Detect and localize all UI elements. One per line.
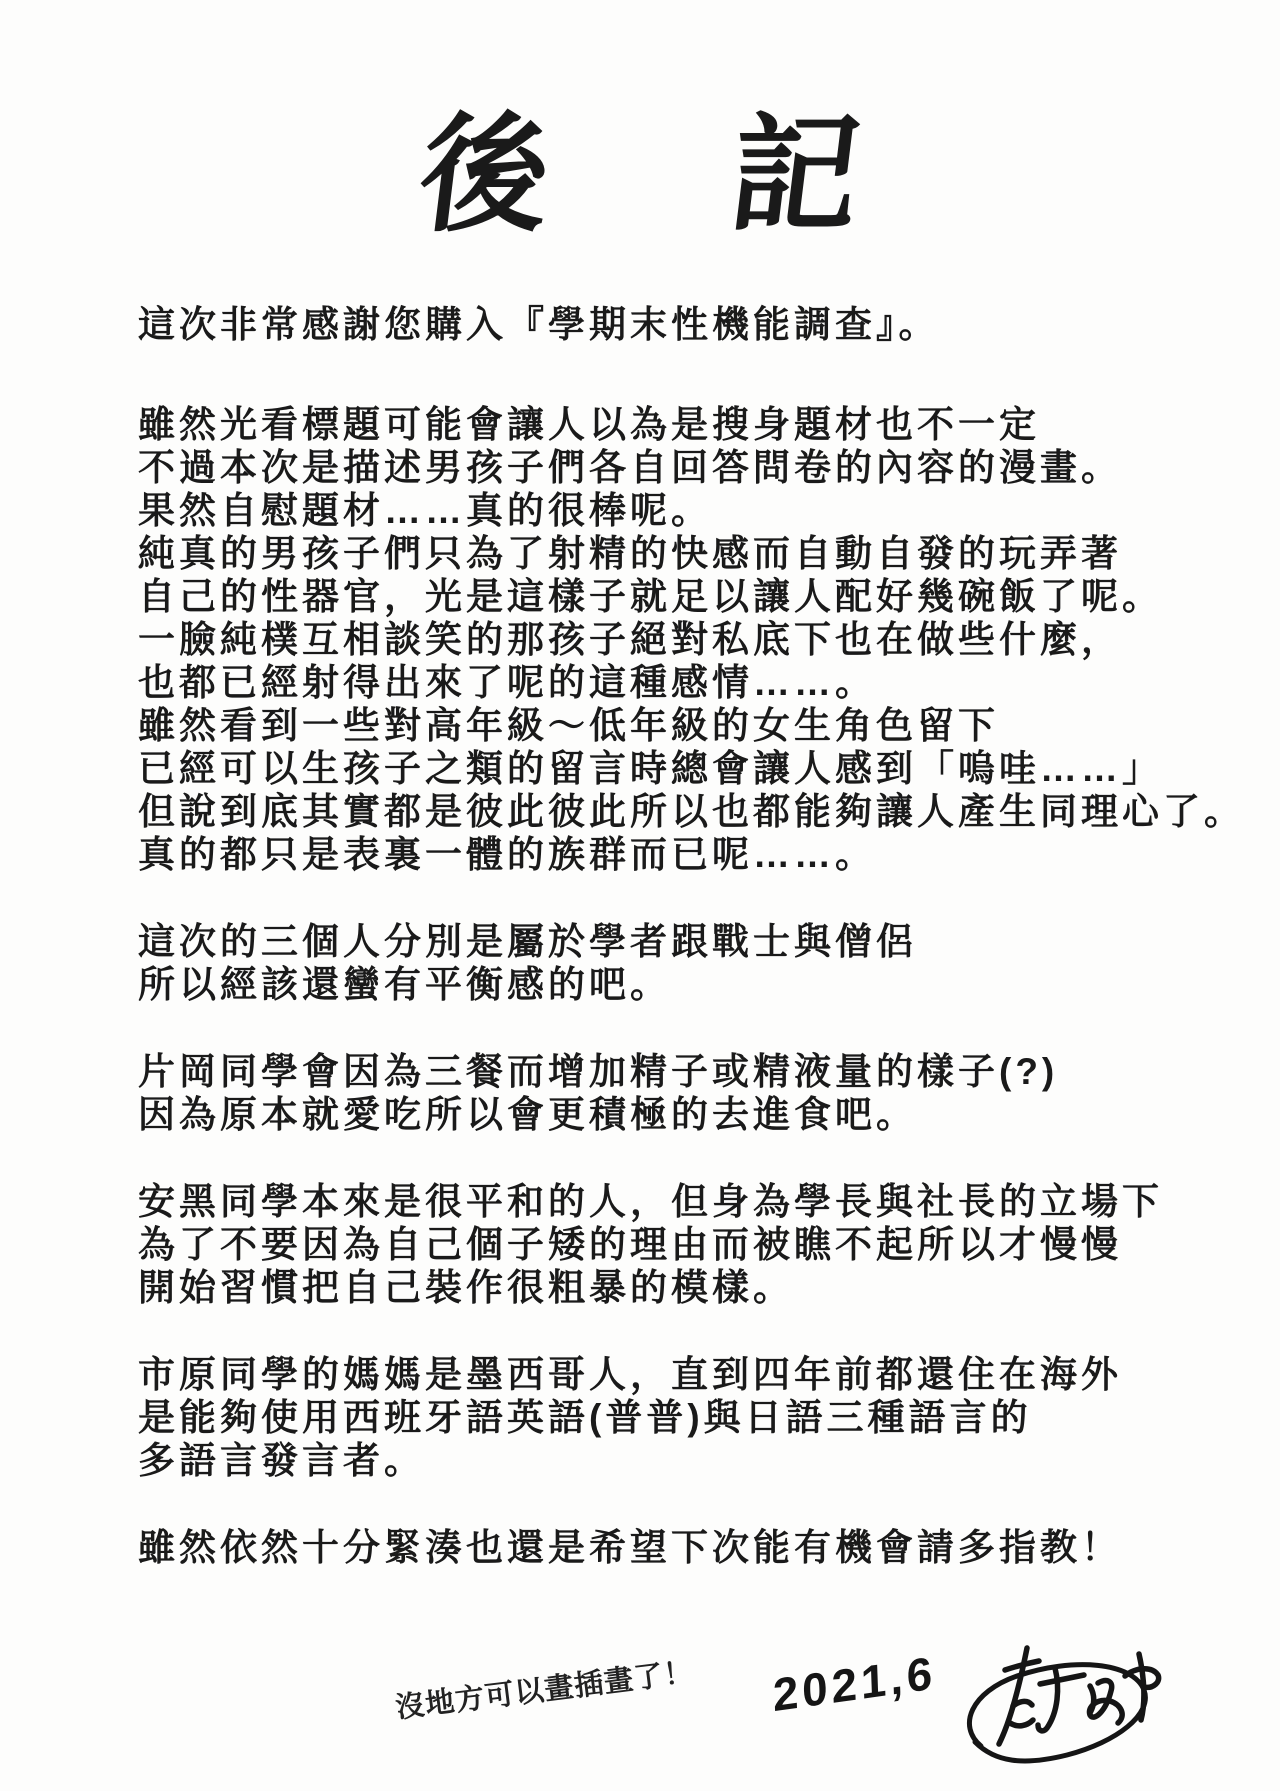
- text-line: 所以經該還蠻有平衡感的吧。: [138, 964, 671, 1005]
- text-line: 也都已經射得出來了呢的這種感情……。: [138, 662, 876, 703]
- text-line: 已經可以生孩子之類的留言時總會讓人感到「嗚哇……」: [138, 748, 1163, 789]
- text-line: 片岡同學會因為三餐而增加精子或精液量的樣子(?): [138, 1051, 1059, 1092]
- text-line: 這次非常感謝您購入『學期末性機能調查』。: [138, 304, 940, 345]
- text-line: 是能夠使用西班牙語英語(普普)與日語三種語言的: [138, 1397, 1032, 1438]
- title-char-1: 後: [412, 104, 558, 247]
- handwritten-note: 沒地方可以畫插畫了！: [393, 1656, 696, 1725]
- paragraph-closing: [138, 1526, 1266, 1569]
- paragraph-thanks: [138, 303, 1266, 346]
- text-line: 自己的性器官，光是這樣子就足以讓人配好幾碗飯了呢。: [138, 576, 1163, 617]
- text-line: 開始習慣把自己裝作很粗暴的模樣。: [138, 1267, 794, 1308]
- title-char-2: 記: [722, 104, 868, 247]
- text-line: 因為原本就愛吃所以會更積極的去進食吧。: [138, 1094, 917, 1135]
- text-line: 這次的三個人分別是屬於學者跟戰士與僧侶: [138, 921, 917, 962]
- text-line: 一臉純樸互相談笑的那孩子絕對私底下也在做些什麼，: [138, 619, 1122, 660]
- text-line: 市原同學的媽媽是墨西哥人，直到四年前都還住在海外: [138, 1354, 1122, 1395]
- text-line: 多語言發言者。: [138, 1440, 425, 1481]
- afterword-body: [138, 303, 1266, 1569]
- text-line: 但說到底其實都是彼此彼此所以也都能夠讓人產生同理心了。: [138, 791, 1245, 832]
- text-line: 雖然依然十分緊湊也還是希望下次能有機會請多指教！: [138, 1527, 1122, 1568]
- text-line: 果然自慰題材……真的很棒呢。: [138, 490, 712, 531]
- text-line: 不過本次是描述男孩子們各自回答問卷的內容的漫畫。: [138, 447, 1122, 488]
- text-line: 安黑同學本來是很平和的人，但身為學長與社長的立場下: [138, 1181, 1163, 1222]
- text-line: 為了不要因為自己個子矮的理由而被瞧不起所以才慢慢: [138, 1224, 1122, 1265]
- handwritten-date: 2021,6: [772, 1646, 937, 1722]
- page-title: [0, 104, 1280, 247]
- text-line: 雖然看到一些對高年級～低年級的女生角色留下: [138, 705, 999, 746]
- text-line: 純真的男孩子們只為了射精的快感而自動自發的玩弄著: [138, 533, 1122, 574]
- text-line: 雖然光看標題可能會讓人以為是搜身題材也不一定: [138, 404, 1040, 445]
- text-line: 真的都只是表裏一體的族群而已呢……。: [138, 834, 876, 875]
- artist-signature: [945, 1626, 1165, 1776]
